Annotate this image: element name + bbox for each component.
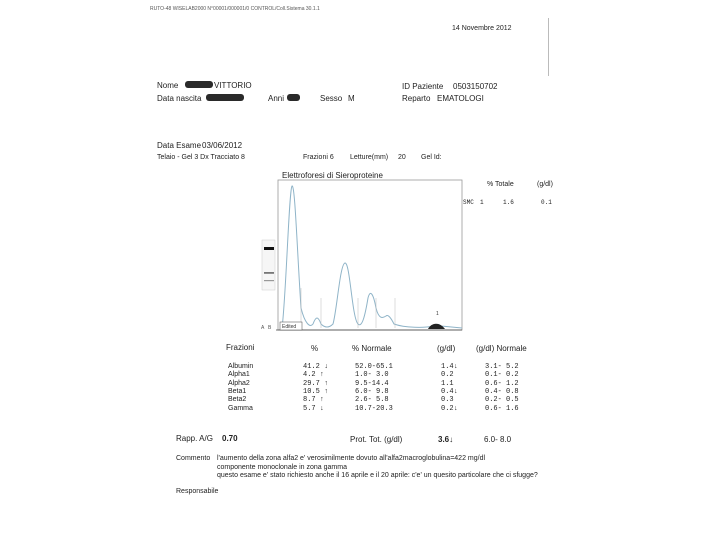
smc-label: SMC <box>463 199 474 206</box>
graph-title: Elettroforesi di Sieroproteine <box>282 171 383 180</box>
col-header-normal-percent: % Normale <box>352 344 392 353</box>
fraction-normal-gdl: 0.6- 1.2 <box>485 379 519 388</box>
fraction-normal-gdl: 0.1- 0.2 <box>485 371 519 380</box>
fraction-gdl: 1.1 <box>441 379 454 388</box>
gel-id-label: Gel Id: <box>421 154 442 161</box>
fraction-gdl: 0.2↓ <box>441 404 458 413</box>
densitometry-trace <box>282 186 462 328</box>
age-label: Anni <box>268 94 285 103</box>
birth-date-label: Data nascita <box>157 94 202 103</box>
col-header-fractions: Frazioni <box>226 343 255 352</box>
gel-band-beta <box>264 280 274 281</box>
fraction-normal-percent: 52.0-65.1 <box>355 363 393 371</box>
sex-label: Sesso <box>320 94 343 103</box>
patient-name-value: VITTORIO <box>214 81 252 90</box>
gel-info: Telaio - Gel 3 Dx Tracciato 8 <box>157 154 245 161</box>
gel-band-alpha2 <box>264 272 274 274</box>
fraction-gdl: 0.3 <box>441 396 454 405</box>
patient-id-value: 0503150702 <box>453 82 498 91</box>
marker-label: 1 <box>436 311 439 317</box>
exam-date-value: 03/06/2012 <box>202 141 243 150</box>
total-protein-normal: 6.0- 8.0 <box>484 435 512 444</box>
sex-value: M <box>348 94 355 103</box>
report-date: 14 Novembre 2012 <box>452 25 512 32</box>
smc-gdl: 0.1 <box>541 199 552 206</box>
responsible-label: Responsabile <box>176 488 219 495</box>
patient-id-label: ID Paziente <box>402 82 444 91</box>
fractions-count: Frazioni 6 <box>303 154 334 161</box>
gdl-header: (g/dl) <box>537 181 553 188</box>
edited-label: Edited <box>282 324 297 330</box>
fraction-name: Alpha2 <box>228 379 250 387</box>
fraction-name: Beta1 <box>228 387 247 395</box>
fraction-gdl: 0.4↓ <box>441 387 458 396</box>
department-value: EMATOLOGI <box>437 94 484 103</box>
comment-line-3: questo esame e' stato richiesto anche il 16 aprile e il 20 aprile: c'e' un quesito particolare che ci sfugge? <box>217 472 538 479</box>
fraction-normal-percent: 2.6- 5.8 <box>355 396 389 405</box>
ag-ratio-value: 0.70 <box>222 434 238 443</box>
fraction-normal-gdl: 3.1- 5.2 <box>485 363 519 371</box>
fraction-normal-gdl: 0.2- 0.5 <box>485 396 519 405</box>
smc-percent: 1.6 <box>503 199 514 206</box>
fraction-normal-percent: 10.7-20.3 <box>355 404 393 413</box>
redaction-mark <box>185 81 213 88</box>
exam-date-label: Data Esame <box>157 141 202 150</box>
readings-label: Letture(mm) <box>350 154 389 161</box>
total-protein-label: Prot. Tot. (g/dl) <box>350 435 403 444</box>
fraction-normal-gdl: 0.6- 1.6 <box>485 404 519 413</box>
graph-frame <box>278 180 462 330</box>
fraction-name: Gamma <box>228 404 253 412</box>
header-top-line: RUTO-48 WISELAB2000 N°00001/000001/0 CONTROL/Coll.Sistema 30.1.1 <box>150 6 320 12</box>
fraction-normal-percent: 6.0- 9.8 <box>355 387 389 396</box>
fraction-gdl: 0.2 <box>441 371 454 380</box>
total-protein-value: 3.6↓ <box>438 435 454 444</box>
fraction-name: Alpha1 <box>228 371 250 379</box>
redaction-mark <box>287 94 300 101</box>
readings-value: 20 <box>398 154 406 161</box>
comment-line-2: componente monoclonale in zona gamma <box>217 464 347 471</box>
comment-line-1: l'aumento della zona alfa2 e' verosimilmente dovuto all'alfa2macroglobulina=422 mg/dl <box>217 455 486 462</box>
col-header-percent: % <box>311 344 319 353</box>
fraction-name: Beta2 <box>228 396 247 404</box>
patient-name-label: Nome <box>157 81 179 90</box>
electrophoresis-graph <box>255 178 465 334</box>
comment-label: Commento <box>176 455 211 462</box>
col-header-normal-gdl: (g/dl) Normale <box>476 344 527 353</box>
fraction-percent: 8.7 ↑ <box>303 396 325 405</box>
ag-ratio-label: Rapp. A/G <box>176 434 213 443</box>
department-label: Reparto <box>402 94 431 103</box>
fraction-normal-percent: 1.0- 3.0 <box>355 371 389 380</box>
total-percent-header: % Totale <box>487 181 514 188</box>
fraction-normal-gdl: 0.4- 0.8 <box>485 387 519 396</box>
fraction-gdl: 1.4↓ <box>441 363 458 371</box>
col-header-gdl: (g/dl) <box>437 344 456 353</box>
redaction-mark <box>206 94 244 101</box>
smc-index: 1 <box>480 199 484 206</box>
fraction-name: Albumin <box>228 363 254 370</box>
monoclonal-peak-marker <box>428 324 445 329</box>
axis-label-b: B <box>268 325 272 331</box>
fraction-normal-percent: 9.5-14.4 <box>355 379 389 388</box>
fraction-percent: 41.2 ↓ <box>303 363 329 371</box>
header-divider <box>548 18 549 76</box>
gel-band-albumin <box>264 247 274 250</box>
fraction-percent: 10.5 ↑ <box>303 387 329 396</box>
axis-label-a: A <box>261 325 265 331</box>
fraction-percent: 4.2 ↑ <box>303 371 325 380</box>
fraction-percent: 5.7 ↓ <box>303 404 325 413</box>
fraction-percent: 29.7 ↑ <box>303 379 329 388</box>
